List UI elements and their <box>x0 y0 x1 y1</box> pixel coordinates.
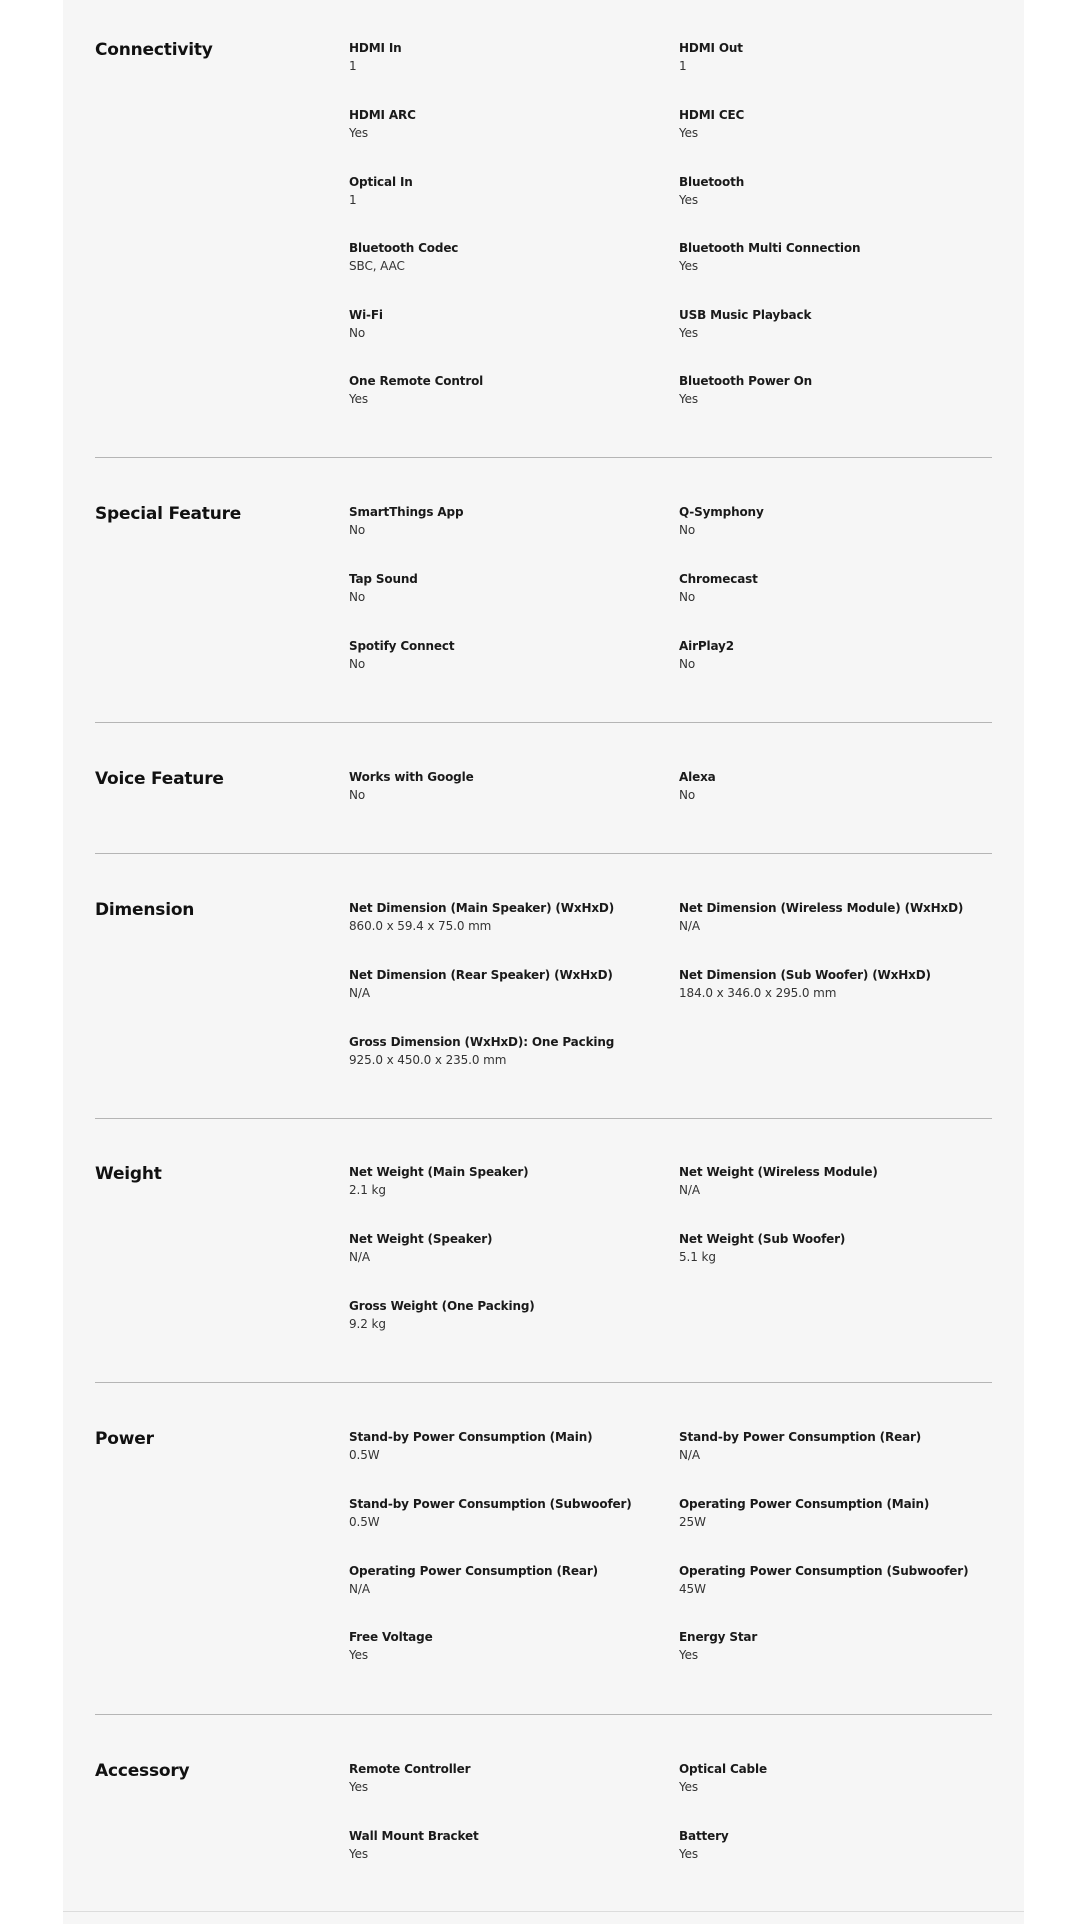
spec-item <box>349 1496 669 1532</box>
spec-item <box>679 40 999 76</box>
spec-value: No <box>349 523 366 537</box>
spec-label: Tap Sound <box>349 572 418 586</box>
spec-label: Alexa <box>679 770 716 784</box>
spec-item <box>349 1761 669 1797</box>
spec-value: N/A <box>349 986 370 1000</box>
spec-label: Bluetooth Codec <box>349 241 459 255</box>
spec-label: Net Weight (Speaker) <box>349 1232 493 1246</box>
spec-value: 45W <box>679 1582 706 1596</box>
section-divider <box>95 722 992 723</box>
spec-label: Net Weight (Wireless Module) <box>679 1165 878 1179</box>
section-divider <box>95 1382 992 1383</box>
section-connectivity <box>95 0 992 458</box>
spec-value: No <box>349 326 366 340</box>
section-title: Weight <box>95 1164 162 1184</box>
spec-item <box>349 504 669 540</box>
spec-value: No <box>349 657 366 671</box>
spec-value: Yes <box>349 1648 369 1662</box>
spec-item <box>679 1828 999 1864</box>
spec-item <box>349 571 669 607</box>
section-weight <box>95 1124 992 1383</box>
spec-label: Wall Mount Bracket <box>349 1829 479 1843</box>
section-special-feature <box>95 464 992 723</box>
spec-item <box>679 504 999 540</box>
spec-value: Yes <box>679 126 699 140</box>
spec-label: Bluetooth <box>679 175 745 189</box>
section-power <box>95 1389 992 1715</box>
spec-value: Yes <box>349 1780 369 1794</box>
spec-item <box>349 1429 669 1465</box>
spec-label: Stand-by Power Consumption (Main) <box>349 1430 593 1444</box>
spec-label: Works with Google <box>349 770 474 784</box>
specs-panel <box>63 0 1024 1924</box>
spec-label: Bluetooth Power On <box>679 374 813 388</box>
spec-item <box>349 769 669 805</box>
spec-item <box>349 1298 669 1334</box>
section-divider <box>95 853 992 854</box>
spec-value: Yes <box>679 326 699 340</box>
spec-item <box>679 900 999 936</box>
section-title: Power <box>95 1429 154 1449</box>
spec-label: HDMI ARC <box>349 108 416 122</box>
spec-label: Net Weight (Sub Woofer) <box>679 1232 846 1246</box>
spec-value: Yes <box>679 392 699 406</box>
spec-item <box>349 1231 669 1267</box>
spec-label: Remote Controller <box>349 1762 471 1776</box>
spec-value: 860.0 x 59.4 x 75.0 mm <box>349 919 492 933</box>
spec-value: 1 <box>679 59 687 73</box>
spec-label: SmartThings App <box>349 505 464 519</box>
spec-value: No <box>349 590 366 604</box>
section-divider <box>95 1714 992 1715</box>
spec-value: No <box>349 788 366 802</box>
section-title: Accessory <box>95 1761 190 1781</box>
spec-item <box>679 1761 999 1797</box>
spec-label: Optical In <box>349 175 413 189</box>
bottom-divider <box>63 1911 1024 1912</box>
spec-value: SBC, AAC <box>349 259 405 273</box>
spec-value: No <box>679 523 696 537</box>
spec-value: 925.0 x 450.0 x 235.0 mm <box>349 1053 507 1067</box>
spec-value: N/A <box>679 919 700 933</box>
spec-value: No <box>679 657 696 671</box>
spec-value: 2.1 kg <box>349 1183 386 1197</box>
spec-value: No <box>679 590 696 604</box>
spec-item <box>679 1231 999 1267</box>
section-divider <box>95 457 992 458</box>
spec-value: Yes <box>679 1780 699 1794</box>
spec-label: Wi-Fi <box>349 308 383 322</box>
section-dimension <box>95 860 992 1119</box>
section-title: Special Feature <box>95 504 242 524</box>
spec-item <box>349 638 669 674</box>
spec-item <box>679 1164 999 1200</box>
spec-value: Yes <box>349 392 369 406</box>
spec-item <box>679 174 999 210</box>
spec-value: 184.0 x 346.0 x 295.0 mm <box>679 986 837 1000</box>
spec-item <box>679 1429 999 1465</box>
spec-item <box>349 240 669 276</box>
spec-label: Operating Power Consumption (Main) <box>679 1497 930 1511</box>
spec-value: N/A <box>349 1250 370 1264</box>
spec-item <box>679 638 999 674</box>
spec-value: No <box>679 788 696 802</box>
spec-item <box>349 1164 669 1200</box>
spec-value: 0.5W <box>349 1515 380 1529</box>
spec-item <box>679 240 999 276</box>
spec-label: Spotify Connect <box>349 639 455 653</box>
spec-label: Chromecast <box>679 572 758 586</box>
spec-label: Net Dimension (Main Speaker) (WxHxD) <box>349 901 615 915</box>
section-title: Connectivity <box>95 40 213 60</box>
spec-item <box>349 900 669 936</box>
spec-label: Stand-by Power Consumption (Subwoofer) <box>349 1497 632 1511</box>
spec-label: Net Dimension (Rear Speaker) (WxHxD) <box>349 968 613 982</box>
spec-label: Optical Cable <box>679 1762 767 1776</box>
spec-value: 1 <box>349 193 357 207</box>
spec-value: 25W <box>679 1515 706 1529</box>
section-accessory <box>95 1721 992 1901</box>
spec-value: 9.2 kg <box>349 1317 386 1331</box>
spec-label: Bluetooth Multi Connection <box>679 241 861 255</box>
spec-label: Net Dimension (Wireless Module) (WxHxD) <box>679 901 964 915</box>
spec-value: N/A <box>679 1183 700 1197</box>
spec-value: N/A <box>349 1582 370 1596</box>
spec-label: Free Voltage <box>349 1630 433 1644</box>
spec-label: Stand-by Power Consumption (Rear) <box>679 1430 922 1444</box>
spec-item <box>349 1563 669 1599</box>
section-voice-feature <box>95 729 992 854</box>
spec-item <box>679 769 999 805</box>
spec-label: HDMI CEC <box>679 108 745 122</box>
spec-value: Yes <box>679 1648 699 1662</box>
spec-item <box>349 107 669 143</box>
spec-item <box>349 1034 669 1070</box>
spec-item <box>679 1563 999 1599</box>
spec-label: HDMI In <box>349 41 402 55</box>
spec-item <box>349 307 669 343</box>
spec-label: One Remote Control <box>349 374 484 388</box>
spec-label: Q-Symphony <box>679 505 764 519</box>
spec-value: 5.1 kg <box>679 1250 716 1264</box>
spec-item <box>349 40 669 76</box>
spec-item <box>349 373 669 409</box>
spec-label: USB Music Playback <box>679 308 812 322</box>
spec-item <box>679 1629 999 1665</box>
spec-label: Net Weight (Main Speaker) <box>349 1165 529 1179</box>
spec-item <box>679 571 999 607</box>
spec-item <box>349 967 669 1003</box>
section-divider <box>95 1118 992 1119</box>
spec-item <box>349 1629 669 1665</box>
spec-item <box>679 373 999 409</box>
spec-value: N/A <box>679 1448 700 1462</box>
spec-value: Yes <box>349 1847 369 1861</box>
spec-label: Operating Power Consumption (Rear) <box>349 1564 598 1578</box>
spec-label: Operating Power Consumption (Subwoofer) <box>679 1564 969 1578</box>
spec-label: Gross Weight (One Packing) <box>349 1299 535 1313</box>
spec-value: Yes <box>349 126 369 140</box>
spec-value: Yes <box>679 1847 699 1861</box>
spec-item <box>349 174 669 210</box>
spec-value: 0.5W <box>349 1448 380 1462</box>
spec-item <box>679 107 999 143</box>
section-title: Dimension <box>95 900 195 920</box>
section-title: Voice Feature <box>95 769 224 789</box>
spec-item <box>679 1496 999 1532</box>
spec-value: Yes <box>679 259 699 273</box>
spec-label: Gross Dimension (WxHxD): One Packing <box>349 1035 615 1049</box>
spec-item <box>349 1828 669 1864</box>
spec-value: Yes <box>679 193 699 207</box>
spec-value: 1 <box>349 59 357 73</box>
spec-item <box>679 307 999 343</box>
spec-label: Battery <box>679 1829 729 1843</box>
spec-item <box>679 967 999 1003</box>
spec-label: Net Dimension (Sub Woofer) (WxHxD) <box>679 968 931 982</box>
spec-label: AirPlay2 <box>679 639 734 653</box>
spec-label: Energy Star <box>679 1630 758 1644</box>
spec-label: HDMI Out <box>679 41 743 55</box>
